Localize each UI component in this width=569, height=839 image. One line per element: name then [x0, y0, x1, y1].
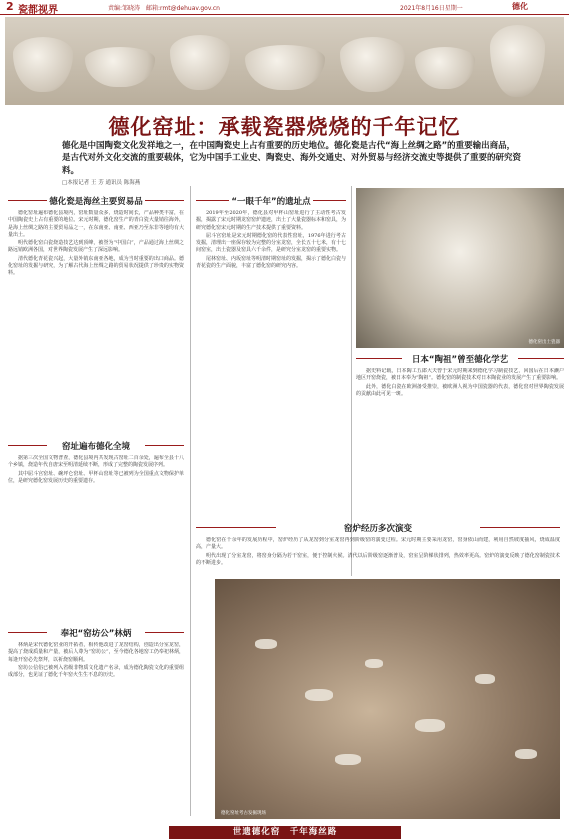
article-column — [8, 455, 184, 620]
paper-logo: 德化 — [512, 1, 528, 11]
article-column — [196, 210, 346, 515]
paragraph: 2019年至2020年，德化县对甲杯山窑址进行了主动性考古发掘，揭露了宋元时期龙窑窑炉遗迹，出土了大量瓷器标本和窑具，为研究德化窑宋元时期的生产技术提供了重要资料。 — [196, 210, 346, 231]
article-column — [8, 210, 184, 432]
porcelain-vase — [490, 25, 545, 97]
page-number: 2 — [6, 0, 14, 13]
page-header — [0, 0, 569, 15]
paragraph: 据第三次全国文物普查，德化县境内共发现古窑址二百余处，遍布全县十八个乡镇，烧造年代自唐宋至明清延续不断，形成了完整的陶瓷发展序列。 — [8, 455, 184, 469]
paragraph: 窑坊公信俗已被列入省级非物质文化遗产名录，成为德化陶瓷文化的重要组成部分，也见证了德化千年窑火生生不息的历史。 — [8, 664, 184, 678]
porcelain-piece — [415, 47, 475, 89]
porcelain-piece — [245, 45, 325, 90]
porcelain-bowl-photo — [356, 188, 564, 348]
section-heading: 窑址遍布德化全境 — [8, 440, 184, 452]
paragraph: 明代德化窑白瓷烧造技艺达到顶峰，被誉为“中国白”，产品通过海上丝绸之路远销欧洲各国，对世界陶瓷发展产生了深远影响。 — [8, 240, 184, 254]
paragraph: 尾林窑址、内坂窑址等明清时期窑址的发掘，揭示了德化白瓷与青花瓷的生产面貌，丰富了德化窑的研究内容。 — [196, 255, 346, 269]
article-column — [356, 368, 564, 573]
article-column — [8, 642, 184, 822]
column-divider — [351, 186, 352, 576]
section-name: 瓷都视界 — [18, 5, 58, 16]
editor-info: 责编:邹晓涛 邮箱:rmt@dehuav.gov.cn — [108, 5, 220, 12]
paragraph: 林炳是宋代德化窑业的开拓者，相传他改进了龙窑结构，创造出分室龙窑，提高了烧成质量和产量，被后人尊为“窑坊公”，至今德化各地窑工仍奉祀林炳，每逢开窑必先祭拜，以祈烧窑顺利。 — [8, 642, 184, 663]
section-heading: “一眼千年”的遗址点 — [196, 195, 346, 207]
shard — [475, 674, 495, 684]
byline: □本报记者 王 芳 通讯员 陈海燕 — [62, 180, 141, 186]
issue-date: 2021年8月16日星期一 — [400, 5, 463, 12]
porcelain-piece — [170, 35, 230, 90]
lead-paragraph: 德化是中国陶瓷文化发祥地之一，在中国陶瓷史上占有重要的历史地位。德化瓷是古代“海上丝绸之路”的重要输出商品，是古代对外文化交流的重要载体，它为中国手工业史、陶瓷史、海外交通史、对外贸易与经济交流史等提供了重要的研究资料。 — [62, 141, 522, 176]
shard — [515, 749, 537, 759]
paragraph: 此外，德化白瓷在欧洲备受推崇，被欧洲人视为中国瓷器的代表，德化窑对世界陶瓷发展的贡献由此可见一斑。 — [356, 383, 564, 397]
paragraph: 德化窑址遍布德化县境内，窑址数量众多，烧造时间长，产品种类丰富，在中国陶瓷史上占有重要的地位。宋元时期，德化窑生产的青白瓷大量销往海外，是海上丝绸之路的主要贸易品之一，在东南亚、南亚、西亚乃至东非等地均有大量出土。 — [8, 210, 184, 238]
footer-banner: 世遗德化窑 千年海丝路 — [169, 826, 401, 839]
column-divider — [190, 186, 191, 816]
paragraph: 清代德化青花瓷兴起，大量外销东南亚各地，成为当时重要的出口商品。德化窑址的发掘与研究，为了解古代海上丝绸之路的贸易状况提供了珍贵的实物资料。 — [8, 255, 184, 276]
paragraph: 屈斗宫窑址是宋元时期德化窑的代表性窑址，1976年进行考古发掘，清理出一座保存较为完整的分室龙窑，全长五十七米，有十七间窑室，出土瓷器及窑具六千余件，是研究分室龙窑的重要实物。 — [196, 232, 346, 254]
paragraph: 明代出现了分室龙窑，将窑身分隔为若干窑室，便于控制火候。清代以后阶级窑逐渐普及，窑室呈阶梯状排列，热效率更高。窑炉的演变反映了德化窑制瓷技术的不断进步。 — [196, 552, 560, 566]
excavation-photo — [215, 579, 560, 819]
section-heading: 窑炉经历多次演变 — [196, 522, 560, 534]
paragraph: 据史料记载，日本陶工五郎大夫曾于宋元时期来到德化学习制瓷技艺，回国后在日本濑户地区开窑烧瓷，被日本奉为“陶祖”。德化窑的制瓷技术对日本陶瓷业的发展产生了重要影响。 — [356, 368, 564, 382]
section-heading: 日本“陶祖”曾至德化学艺 — [356, 353, 564, 365]
paragraph: 其中屈斗宫窑址、碗坪仑窑址、甲杯山窑址等已被列为全国重点文物保护单位，是研究德化窑发展历史的重要遗存。 — [8, 470, 184, 484]
shard — [335, 754, 361, 765]
porcelain-photo-strip — [5, 17, 564, 105]
paragraph: 德化窑在千余年的发展历程中，窑炉经历了从龙窑到分室龙窑再到阶级窑的演变过程。宋元时期主要采用龙窑，窑身依山而建，利用自然坡度抽风，烧成温度高，产量大。 — [196, 537, 560, 551]
shard — [305, 689, 333, 701]
shard — [255, 639, 277, 649]
porcelain-piece — [85, 47, 155, 87]
shard — [415, 719, 445, 732]
porcelain-piece — [13, 37, 73, 92]
section-heading: 德化瓷是海丝主要贸易品 — [8, 195, 184, 207]
photo-caption: 德化窑出土瓷器 — [528, 340, 560, 345]
shard — [365, 659, 383, 668]
photo-caption: 德化窑址考古发掘现场 — [221, 811, 266, 816]
porcelain-piece — [340, 37, 405, 92]
headline: 德化窑址：承载瓷器烧烧的千年记忆 — [108, 115, 461, 139]
section-heading: 奉祀“窑坊公”林炳 — [8, 627, 184, 639]
